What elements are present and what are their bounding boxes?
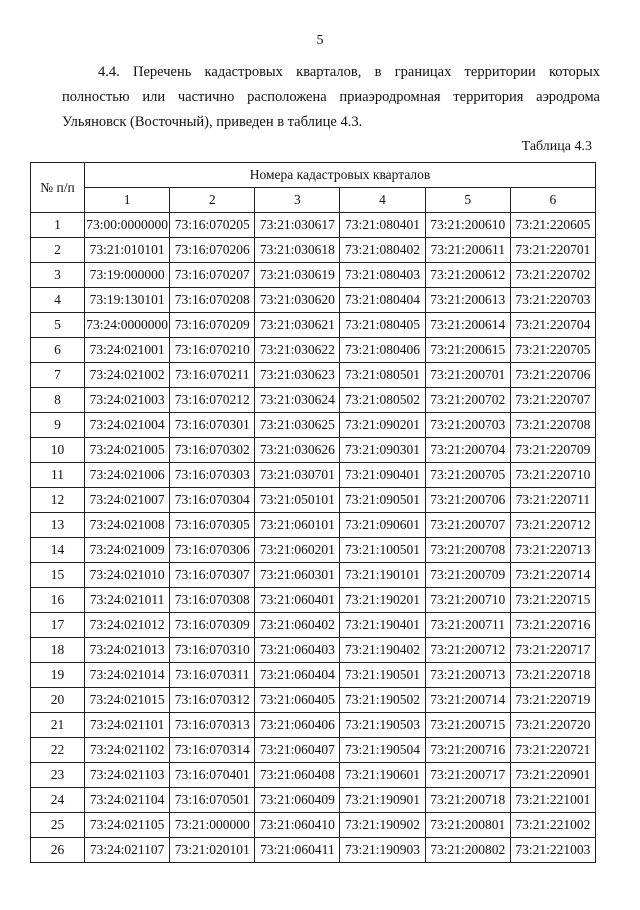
cadastral-number-cell: 73:21:020101: [170, 838, 255, 863]
cadastral-number-cell: 73:16:070310: [170, 638, 255, 663]
cadastral-number-cell: 73:21:200715: [425, 713, 510, 738]
table-body: [31, 213, 596, 863]
table-row: [31, 338, 596, 363]
row-number: 16: [31, 588, 85, 613]
cadastral-number-cell: 73:16:070208: [170, 288, 255, 313]
cadastral-number-cell: 73:21:030622: [255, 338, 340, 363]
cadastral-number-cell: 73:21:190504: [340, 738, 425, 763]
cadastral-quarters-table: [30, 162, 596, 863]
cadastral-number-cell: 73:16:070401: [170, 763, 255, 788]
cadastral-number-cell: 73:24:021004: [85, 413, 170, 438]
row-number: 3: [31, 263, 85, 288]
cadastral-number-cell: 73:21:220712: [510, 513, 595, 538]
intro-text: 4.4. Перечень кадастровых кварталов, в границах территории которых полностью или частично расположена приаэродромная территория аэродрома Ульяновск (Восточный), приведен в таблице 4.3.: [62, 64, 600, 130]
cadastral-number-cell: 73:21:220715: [510, 588, 595, 613]
cadastral-number-cell: 73:16:070501: [170, 788, 255, 813]
cadastral-number-cell: 73:21:200612: [425, 263, 510, 288]
cadastral-number-cell: 73:21:220711: [510, 488, 595, 513]
table-row: [31, 838, 596, 863]
cadastral-number-cell: 73:21:220719: [510, 688, 595, 713]
cadastral-number-cell: 73:21:200717: [425, 763, 510, 788]
table-caption: Таблица 4.3: [521, 139, 592, 154]
cadastral-number-cell: 73:21:200610: [425, 213, 510, 238]
cadastral-number-cell: 73:21:220714: [510, 563, 595, 588]
cadastral-number-cell: 73:21:200707: [425, 513, 510, 538]
table-row: [31, 213, 596, 238]
cadastral-number-cell: 73:24:021012: [85, 613, 170, 638]
cadastral-number-cell: 73:16:070305: [170, 513, 255, 538]
cadastral-number-cell: 73:16:070307: [170, 563, 255, 588]
cadastral-number-cell: 73:21:030625: [255, 413, 340, 438]
cadastral-number-cell: 73:24:021102: [85, 738, 170, 763]
table-row: [31, 613, 596, 638]
cadastral-number-cell: 73:21:090201: [340, 413, 425, 438]
cadastral-number-cell: 73:16:070205: [170, 213, 255, 238]
cadastral-number-cell: 73:21:190201: [340, 588, 425, 613]
cadastral-number-cell: 73:16:070311: [170, 663, 255, 688]
cadastral-number-cell: 73:21:000000: [170, 813, 255, 838]
cadastral-number-cell: 73:21:200710: [425, 588, 510, 613]
row-number: 11: [31, 463, 85, 488]
cadastral-number-cell: 73:16:070309: [170, 613, 255, 638]
cadastral-number-cell: 73:19:130101: [85, 288, 170, 313]
row-number: 5: [31, 313, 85, 338]
table-row: [31, 488, 596, 513]
table-row: [31, 813, 596, 838]
cadastral-number-cell: 73:21:200712: [425, 638, 510, 663]
cadastral-number-cell: 73:21:060410: [255, 813, 340, 838]
cadastral-number-cell: 73:24:021006: [85, 463, 170, 488]
cadastral-number-cell: 73:21:220704: [510, 313, 595, 338]
cadastral-number-cell: 73:21:060404: [255, 663, 340, 688]
cadastral-number-cell: 73:21:220901: [510, 763, 595, 788]
cadastral-number-cell: 73:21:060405: [255, 688, 340, 713]
cadastral-number-cell: 73:21:190503: [340, 713, 425, 738]
column-header: 6: [510, 188, 595, 213]
cadastral-number-cell: 73:21:200714: [425, 688, 510, 713]
cadastral-number-cell: 73:21:200704: [425, 438, 510, 463]
cadastral-number-cell: 73:19:000000: [85, 263, 170, 288]
row-number: 1: [31, 213, 85, 238]
cadastral-number-cell: 73:21:050101: [255, 488, 340, 513]
cadastral-number-cell: 73:16:070209: [170, 313, 255, 338]
cadastral-number-cell: 73:21:200703: [425, 413, 510, 438]
row-number: 15: [31, 563, 85, 588]
cadastral-number-cell: 73:21:200716: [425, 738, 510, 763]
row-number: 21: [31, 713, 85, 738]
cadastral-number-cell: 73:16:070207: [170, 263, 255, 288]
row-number: 12: [31, 488, 85, 513]
cadastral-number-cell: 73:21:090601: [340, 513, 425, 538]
cadastral-number-cell: 73:16:070303: [170, 463, 255, 488]
row-number: 2: [31, 238, 85, 263]
cadastral-number-cell: 73:24:021101: [85, 713, 170, 738]
table-row: [31, 513, 596, 538]
cadastral-number-cell: 73:21:090301: [340, 438, 425, 463]
table-row: [31, 663, 596, 688]
column-header: 3: [255, 188, 340, 213]
cadastral-number-cell: 73:21:080404: [340, 288, 425, 313]
cadastral-number-cell: 73:21:060408: [255, 763, 340, 788]
cadastral-number-cell: 73:21:100501: [340, 538, 425, 563]
column-header: 1: [85, 188, 170, 213]
row-number: 9: [31, 413, 85, 438]
row-number: 13: [31, 513, 85, 538]
cadastral-number-cell: 73:21:060411: [255, 838, 340, 863]
cadastral-number-cell: 73:24:021015: [85, 688, 170, 713]
row-number: 26: [31, 838, 85, 863]
cadastral-number-cell: 73:21:221003: [510, 838, 595, 863]
cadastral-number-cell: 73:21:080403: [340, 263, 425, 288]
row-number: 6: [31, 338, 85, 363]
cadastral-number-cell: 73:21:200802: [425, 838, 510, 863]
column-header: 2: [170, 188, 255, 213]
cadastral-number-cell: 73:24:021007: [85, 488, 170, 513]
cadastral-number-cell: 73:21:220605: [510, 213, 595, 238]
table-row: [31, 413, 596, 438]
cadastral-number-cell: 73:21:060101: [255, 513, 340, 538]
table-row: [31, 363, 596, 388]
cadastral-number-cell: 73:21:030619: [255, 263, 340, 288]
cadastral-number-cell: 73:21:200705: [425, 463, 510, 488]
table-row: [31, 688, 596, 713]
cadastral-number-cell: 73:21:220709: [510, 438, 595, 463]
cadastral-number-cell: 73:21:030620: [255, 288, 340, 313]
cadastral-number-cell: 73:16:070306: [170, 538, 255, 563]
cadastral-number-cell: 73:21:080405: [340, 313, 425, 338]
cadastral-number-cell: 73:24:021009: [85, 538, 170, 563]
cadastral-number-cell: 73:24:021105: [85, 813, 170, 838]
cadastral-number-cell: 73:21:190402: [340, 638, 425, 663]
cadastral-number-cell: 73:24:021014: [85, 663, 170, 688]
cadastral-number-cell: 73:21:220718: [510, 663, 595, 688]
table-row: [31, 588, 596, 613]
cadastral-number-cell: 73:21:200615: [425, 338, 510, 363]
page-number: 5: [316, 33, 324, 48]
cadastral-number-cell: 73:21:190601: [340, 763, 425, 788]
group-header: Номера кадастровых кварталов: [85, 163, 596, 188]
cadastral-number-cell: 73:21:190502: [340, 688, 425, 713]
cadastral-number-cell: 73:21:220713: [510, 538, 595, 563]
table-row: [31, 388, 596, 413]
cadastral-number-cell: 73:21:080501: [340, 363, 425, 388]
cadastral-number-cell: 73:21:200708: [425, 538, 510, 563]
cadastral-number-cell: 73:21:220717: [510, 638, 595, 663]
cadastral-number-cell: 73:24:021005: [85, 438, 170, 463]
column-header: 5: [425, 188, 510, 213]
cadastral-number-cell: 73:21:221002: [510, 813, 595, 838]
table-row: [31, 538, 596, 563]
cadastral-number-cell: 73:24:021002: [85, 363, 170, 388]
cadastral-number-cell: 73:16:070206: [170, 238, 255, 263]
row-number: 14: [31, 538, 85, 563]
cadastral-number-cell: 73:21:080402: [340, 238, 425, 263]
cadastral-number-cell: 73:16:070304: [170, 488, 255, 513]
table-row: [31, 638, 596, 663]
cadastral-number-cell: 73:24:021008: [85, 513, 170, 538]
cadastral-number-cell: 73:21:220710: [510, 463, 595, 488]
num-header: № п/п: [31, 163, 85, 213]
cadastral-number-cell: 73:21:030618: [255, 238, 340, 263]
cadastral-number-cell: 73:21:060402: [255, 613, 340, 638]
cadastral-number-cell: 73:16:070211: [170, 363, 255, 388]
cadastral-number-cell: 73:21:030626: [255, 438, 340, 463]
cadastral-number-cell: 73:16:070314: [170, 738, 255, 763]
table-row: [31, 763, 596, 788]
cadastral-number-cell: 73:21:220708: [510, 413, 595, 438]
cadastral-number-cell: 73:24:0000000: [85, 313, 170, 338]
cadastral-number-cell: 73:21:060406: [255, 713, 340, 738]
cadastral-number-cell: 73:24:021010: [85, 563, 170, 588]
cadastral-number-cell: 73:21:200801: [425, 813, 510, 838]
row-number: 24: [31, 788, 85, 813]
column-header: 4: [340, 188, 425, 213]
cadastral-number-cell: 73:21:220705: [510, 338, 595, 363]
row-number: 17: [31, 613, 85, 638]
row-number: 20: [31, 688, 85, 713]
cadastral-number-cell: 73:21:090401: [340, 463, 425, 488]
row-number: 25: [31, 813, 85, 838]
cadastral-number-cell: 73:21:200614: [425, 313, 510, 338]
cadastral-number-cell: 73:21:200709: [425, 563, 510, 588]
cadastral-number-cell: 73:24:021107: [85, 838, 170, 863]
cadastral-number-cell: 73:21:060403: [255, 638, 340, 663]
cadastral-number-cell: 73:21:200611: [425, 238, 510, 263]
cadastral-number-cell: 73:21:221001: [510, 788, 595, 813]
cadastral-number-cell: 73:21:060407: [255, 738, 340, 763]
cadastral-number-cell: 73:21:060401: [255, 588, 340, 613]
cadastral-number-cell: 73:21:090501: [340, 488, 425, 513]
row-number: 8: [31, 388, 85, 413]
cadastral-number-cell: 73:21:200706: [425, 488, 510, 513]
cadastral-number-cell: 73:21:030624: [255, 388, 340, 413]
cadastral-number-cell: 73:24:021011: [85, 588, 170, 613]
cadastral-number-cell: 73:21:060301: [255, 563, 340, 588]
cadastral-number-cell: 73:16:070308: [170, 588, 255, 613]
cadastral-number-cell: 73:16:070302: [170, 438, 255, 463]
cadastral-number-cell: 73:21:080406: [340, 338, 425, 363]
cadastral-number-cell: 73:21:060201: [255, 538, 340, 563]
cadastral-number-cell: 73:21:190903: [340, 838, 425, 863]
cadastral-number-cell: 73:16:070313: [170, 713, 255, 738]
cadastral-number-cell: 73:24:021013: [85, 638, 170, 663]
cadastral-number-cell: 73:24:021104: [85, 788, 170, 813]
cadastral-number-cell: 73:21:220716: [510, 613, 595, 638]
cadastral-number-cell: 73:21:030701: [255, 463, 340, 488]
cadastral-number-cell: 73:21:220720: [510, 713, 595, 738]
cadastral-number-cell: 73:21:030623: [255, 363, 340, 388]
cadastral-number-cell: 73:16:070301: [170, 413, 255, 438]
row-number: 4: [31, 288, 85, 313]
cadastral-number-cell: 73:21:010101: [85, 238, 170, 263]
cadastral-number-cell: 73:21:200718: [425, 788, 510, 813]
cadastral-number-cell: 73:00:0000000: [85, 213, 170, 238]
cadastral-number-cell: 73:21:190501: [340, 663, 425, 688]
cadastral-number-cell: 73:24:021003: [85, 388, 170, 413]
table-row: [31, 713, 596, 738]
cadastral-number-cell: 73:16:070312: [170, 688, 255, 713]
cadastral-number-cell: 73:21:030621: [255, 313, 340, 338]
table-row: [31, 313, 596, 338]
row-number: 19: [31, 663, 85, 688]
cadastral-number-cell: 73:21:220721: [510, 738, 595, 763]
row-number: 23: [31, 763, 85, 788]
table-row: [31, 738, 596, 763]
table-row: [31, 438, 596, 463]
cadastral-number-cell: 73:21:190401: [340, 613, 425, 638]
cadastral-number-cell: 73:21:200711: [425, 613, 510, 638]
row-number: 18: [31, 638, 85, 663]
cadastral-number-cell: 73:24:021103: [85, 763, 170, 788]
table-row: [31, 263, 596, 288]
table-row: [31, 288, 596, 313]
cadastral-number-cell: 73:21:220707: [510, 388, 595, 413]
row-number: 10: [31, 438, 85, 463]
cadastral-number-cell: 73:21:220701: [510, 238, 595, 263]
table-row: [31, 788, 596, 813]
row-number: 7: [31, 363, 85, 388]
cadastral-number-cell: 73:16:070212: [170, 388, 255, 413]
cadastral-number-cell: 73:21:200613: [425, 288, 510, 313]
cadastral-number-cell: 73:21:200713: [425, 663, 510, 688]
cadastral-number-cell: 73:21:220703: [510, 288, 595, 313]
row-number: 22: [31, 738, 85, 763]
cadastral-number-cell: 73:21:190101: [340, 563, 425, 588]
cadastral-number-cell: 73:21:190902: [340, 813, 425, 838]
cadastral-number-cell: 73:16:070210: [170, 338, 255, 363]
cadastral-number-cell: 73:21:220706: [510, 363, 595, 388]
cadastral-number-cell: 73:21:060409: [255, 788, 340, 813]
cadastral-number-cell: 73:21:200702: [425, 388, 510, 413]
table-row: [31, 463, 596, 488]
cadastral-number-cell: 73:21:200701: [425, 363, 510, 388]
cadastral-number-cell: 73:21:220702: [510, 263, 595, 288]
cadastral-number-cell: 73:24:021001: [85, 338, 170, 363]
cadastral-number-cell: 73:21:080502: [340, 388, 425, 413]
table-row: [31, 563, 596, 588]
cadastral-number-cell: 73:21:080401: [340, 213, 425, 238]
intro-paragraph: [62, 60, 600, 135]
cadastral-number-cell: 73:21:190901: [340, 788, 425, 813]
table-row: [31, 238, 596, 263]
cadastral-number-cell: 73:21:030617: [255, 213, 340, 238]
